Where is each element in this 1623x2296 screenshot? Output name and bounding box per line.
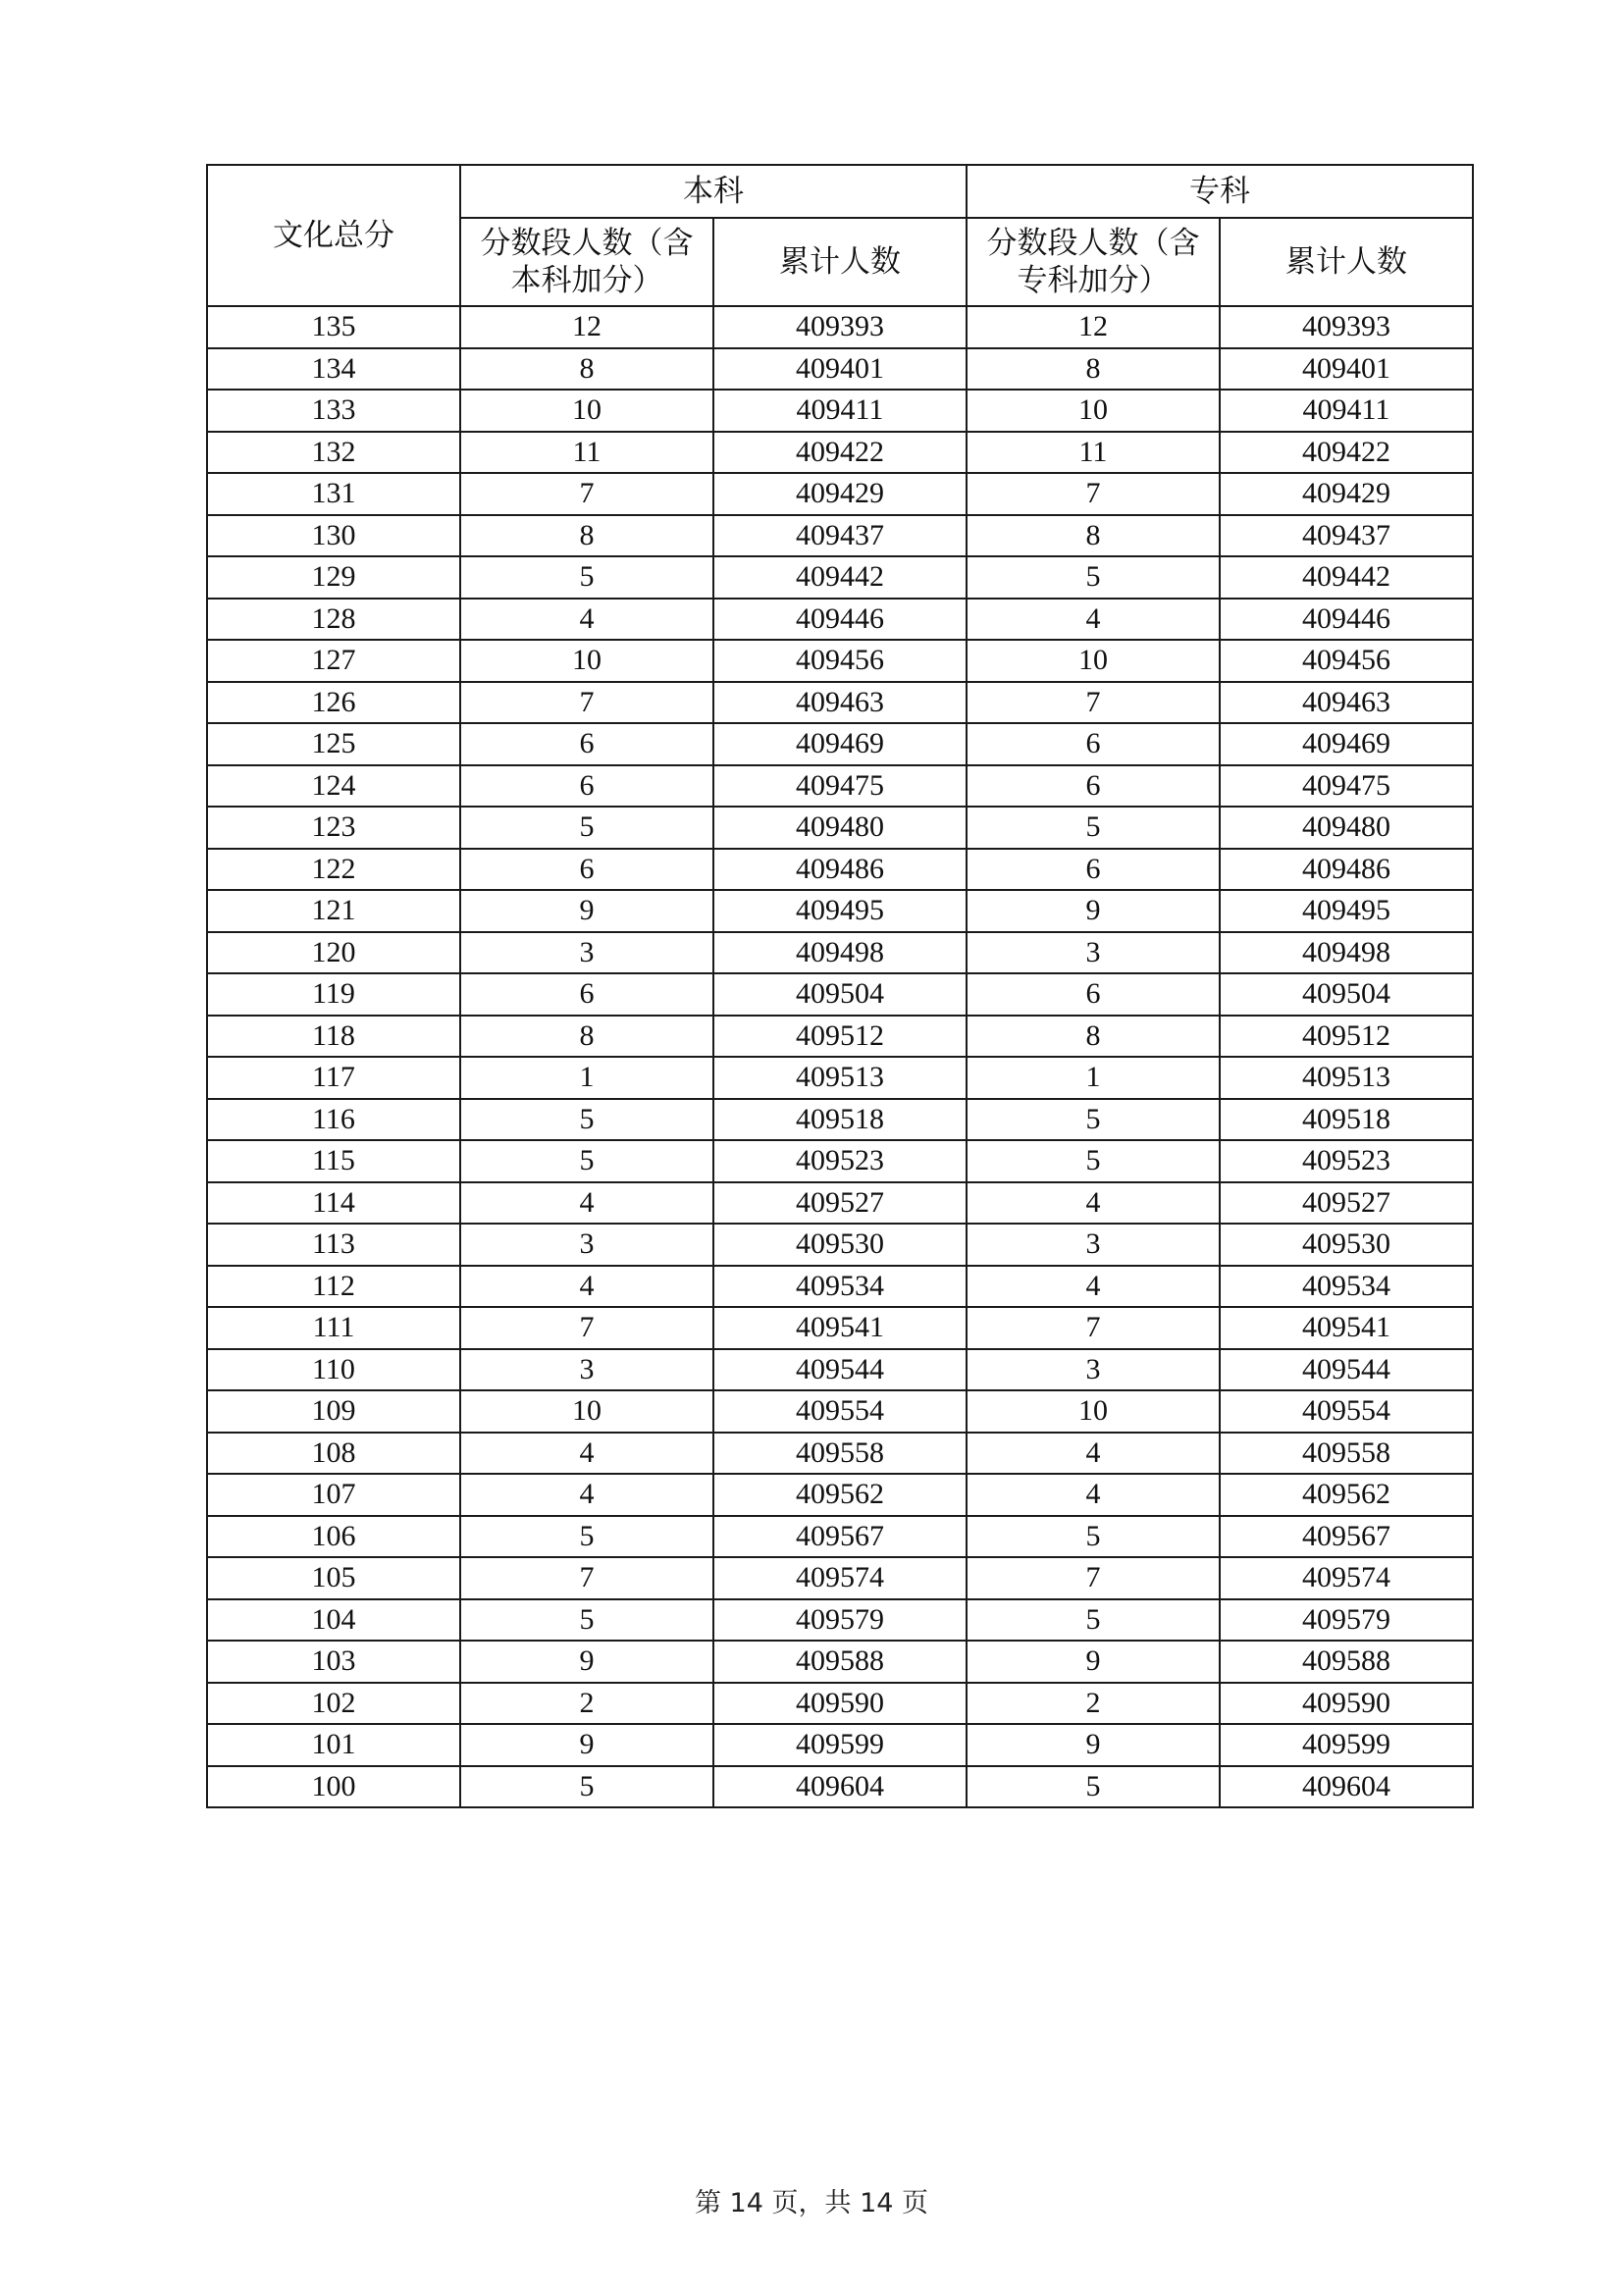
cell-undergrad-count: 4 [460,1474,713,1516]
cell-college-count: 12 [967,306,1220,348]
table-row [207,1557,1473,1599]
cell-college-cumulative: 409599 [1220,1724,1473,1766]
cell-college-count: 9 [967,1641,1220,1683]
cell-college-cumulative: 409544 [1220,1349,1473,1391]
cell-score: 121 [207,890,460,932]
cell-undergrad-cumulative: 409486 [713,849,967,891]
cell-undergrad-count: 10 [460,1390,713,1433]
score-distribution-table [206,164,1474,1808]
cell-college-count: 5 [967,556,1220,599]
cell-undergrad-cumulative: 409523 [713,1140,967,1182]
cell-undergrad-cumulative: 409590 [713,1683,967,1725]
cell-score: 123 [207,807,460,849]
cell-undergrad-count: 5 [460,1140,713,1182]
cell-undergrad-cumulative: 409604 [713,1766,967,1808]
table-row [207,306,1473,348]
table-row [207,1683,1473,1725]
cell-college-cumulative: 409469 [1220,723,1473,765]
table-row [207,1724,1473,1766]
cell-college-cumulative: 409579 [1220,1599,1473,1642]
table-row [207,765,1473,808]
cell-score: 129 [207,556,460,599]
cell-undergrad-count: 7 [460,1557,713,1599]
cell-undergrad-cumulative: 409475 [713,765,967,808]
cell-college-count: 8 [967,348,1220,391]
cell-undergrad-cumulative: 409530 [713,1224,967,1266]
cell-undergrad-count: 1 [460,1057,713,1099]
cell-college-count: 11 [967,432,1220,474]
cell-college-count: 10 [967,1390,1220,1433]
cell-undergrad-cumulative: 409541 [713,1307,967,1349]
cell-college-cumulative: 409442 [1220,556,1473,599]
cell-college-cumulative: 409463 [1220,682,1473,724]
cell-score: 107 [207,1474,460,1516]
table-row [207,348,1473,391]
cell-undergrad-cumulative: 409534 [713,1266,967,1308]
cell-score: 105 [207,1557,460,1599]
cell-undergrad-cumulative: 409456 [713,640,967,682]
cell-score: 130 [207,515,460,557]
table-row [207,1140,1473,1182]
cell-college-count: 6 [967,723,1220,765]
cell-undergrad-cumulative: 409562 [713,1474,967,1516]
cell-college-cumulative: 409518 [1220,1099,1473,1141]
cell-undergrad-cumulative: 409558 [713,1433,967,1475]
cell-college-count: 9 [967,1724,1220,1766]
table-row [207,807,1473,849]
cell-undergrad-count: 7 [460,682,713,724]
cell-undergrad-count: 11 [460,432,713,474]
cell-college-cumulative: 409574 [1220,1557,1473,1599]
cell-college-cumulative: 409495 [1220,890,1473,932]
cell-college-cumulative: 409411 [1220,390,1473,432]
cell-undergrad-count: 4 [460,1266,713,1308]
cell-undergrad-count: 3 [460,932,713,974]
cell-score: 120 [207,932,460,974]
cell-college-cumulative: 409422 [1220,432,1473,474]
cell-undergrad-count: 9 [460,890,713,932]
cell-undergrad-count: 5 [460,1099,713,1141]
table-row [207,1349,1473,1391]
cell-undergrad-cumulative: 409588 [713,1641,967,1683]
cell-undergrad-cumulative: 409544 [713,1349,967,1391]
cell-undergrad-cumulative: 409527 [713,1182,967,1225]
cell-undergrad-cumulative: 409463 [713,682,967,724]
table-row [207,1390,1473,1433]
cell-college-count: 3 [967,1224,1220,1266]
cell-undergrad-cumulative: 409437 [713,515,967,557]
cell-score: 124 [207,765,460,808]
table-row [207,1474,1473,1516]
table-row [207,1057,1473,1099]
cell-score: 102 [207,1683,460,1725]
cell-college-cumulative: 409523 [1220,1140,1473,1182]
table-row [207,1307,1473,1349]
cell-score: 117 [207,1057,460,1099]
cell-score: 119 [207,973,460,1016]
cell-undergrad-cumulative: 409567 [713,1516,967,1558]
cell-college-cumulative: 409480 [1220,807,1473,849]
table-row [207,1641,1473,1683]
cell-college-count: 3 [967,932,1220,974]
cell-undergrad-count: 6 [460,849,713,891]
cell-score: 116 [207,1099,460,1141]
cell-undergrad-cumulative: 409442 [713,556,967,599]
cell-score: 133 [207,390,460,432]
cell-score: 113 [207,1224,460,1266]
cell-college-cumulative: 409429 [1220,473,1473,515]
table-row [207,556,1473,599]
table-row [207,849,1473,891]
cell-college-cumulative: 409534 [1220,1266,1473,1308]
cell-college-count: 4 [967,1182,1220,1225]
cell-undergrad-cumulative: 409599 [713,1724,967,1766]
cell-undergrad-count: 6 [460,973,713,1016]
header-college-count: 分数段人数（含专科加分） [967,218,1220,306]
cell-college-count: 5 [967,1099,1220,1141]
table-row [207,890,1473,932]
cell-score: 111 [207,1307,460,1349]
cell-score: 103 [207,1641,460,1683]
cell-score: 125 [207,723,460,765]
cell-college-count: 4 [967,1474,1220,1516]
cell-score: 131 [207,473,460,515]
table-row [207,515,1473,557]
header-score: 文化总分 [207,165,460,306]
cell-college-count: 7 [967,1307,1220,1349]
table-row [207,1599,1473,1642]
cell-college-count: 8 [967,515,1220,557]
cell-score: 110 [207,1349,460,1391]
cell-undergrad-count: 6 [460,765,713,808]
cell-college-cumulative: 409456 [1220,640,1473,682]
cell-undergrad-count: 10 [460,640,713,682]
cell-undergrad-count: 6 [460,723,713,765]
table-row [207,1016,1473,1058]
table-row [207,723,1473,765]
cell-score: 135 [207,306,460,348]
cell-college-count: 6 [967,849,1220,891]
cell-score: 106 [207,1516,460,1558]
cell-undergrad-cumulative: 409574 [713,1557,967,1599]
cell-undergrad-cumulative: 409554 [713,1390,967,1433]
table-row [207,1099,1473,1141]
cell-undergrad-cumulative: 409518 [713,1099,967,1141]
cell-score: 101 [207,1724,460,1766]
header-college-cumulative: 累计人数 [1220,218,1473,306]
cell-score: 109 [207,1390,460,1433]
cell-college-count: 7 [967,682,1220,724]
cell-college-cumulative: 409513 [1220,1057,1473,1099]
header-undergrad-count: 分数段人数（含本科加分） [460,218,713,306]
cell-college-cumulative: 409437 [1220,515,1473,557]
cell-college-cumulative: 409567 [1220,1516,1473,1558]
cell-score: 132 [207,432,460,474]
cell-score: 108 [207,1433,460,1475]
cell-score: 127 [207,640,460,682]
table-body [207,306,1473,1807]
cell-college-count: 1 [967,1057,1220,1099]
cell-undergrad-count: 7 [460,473,713,515]
cell-undergrad-cumulative: 409498 [713,932,967,974]
cell-undergrad-count: 2 [460,1683,713,1725]
cell-college-count: 6 [967,765,1220,808]
cell-college-cumulative: 409562 [1220,1474,1473,1516]
cell-college-count: 6 [967,973,1220,1016]
cell-undergrad-cumulative: 409401 [713,348,967,391]
cell-undergrad-count: 5 [460,1766,713,1808]
cell-college-cumulative: 409486 [1220,849,1473,891]
table-row [207,473,1473,515]
cell-college-cumulative: 409604 [1220,1766,1473,1808]
cell-undergrad-cumulative: 409480 [713,807,967,849]
table-row [207,1516,1473,1558]
cell-college-count: 9 [967,890,1220,932]
cell-undergrad-cumulative: 409504 [713,973,967,1016]
page-footer: 第 14 页，共 14 页 [694,2188,929,2218]
cell-college-cumulative: 409475 [1220,765,1473,808]
table-row [207,1182,1473,1225]
table-row [207,1433,1473,1475]
cell-college-cumulative: 409541 [1220,1307,1473,1349]
cell-college-count: 5 [967,1766,1220,1808]
cell-undergrad-count: 9 [460,1724,713,1766]
cell-undergrad-count: 9 [460,1641,713,1683]
cell-score: 112 [207,1266,460,1308]
cell-college-count: 3 [967,1349,1220,1391]
cell-college-cumulative: 409558 [1220,1433,1473,1475]
cell-undergrad-count: 5 [460,1516,713,1558]
cell-college-count: 7 [967,1557,1220,1599]
cell-college-cumulative: 409393 [1220,306,1473,348]
table-row [207,932,1473,974]
cell-college-count: 7 [967,473,1220,515]
cell-score: 100 [207,1766,460,1808]
cell-score: 122 [207,849,460,891]
cell-college-count: 10 [967,640,1220,682]
cell-undergrad-count: 12 [460,306,713,348]
table-row [207,432,1473,474]
cell-college-count: 4 [967,1266,1220,1308]
header-row-top [207,165,1473,218]
cell-college-count: 2 [967,1683,1220,1725]
cell-college-cumulative: 409446 [1220,599,1473,641]
cell-undergrad-count: 7 [460,1307,713,1349]
cell-undergrad-count: 8 [460,1016,713,1058]
cell-undergrad-count: 5 [460,807,713,849]
cell-undergrad-cumulative: 409411 [713,390,967,432]
table-row [207,1224,1473,1266]
cell-undergrad-cumulative: 409469 [713,723,967,765]
table-header [207,165,1473,306]
cell-college-cumulative: 409512 [1220,1016,1473,1058]
cell-college-count: 10 [967,390,1220,432]
cell-undergrad-cumulative: 409495 [713,890,967,932]
cell-undergrad-count: 10 [460,390,713,432]
cell-score: 114 [207,1182,460,1225]
cell-undergrad-count: 4 [460,1182,713,1225]
cell-college-cumulative: 409401 [1220,348,1473,391]
header-undergrad-cumulative: 累计人数 [713,218,967,306]
cell-score: 118 [207,1016,460,1058]
table-row [207,640,1473,682]
cell-score: 104 [207,1599,460,1642]
cell-undergrad-cumulative: 409422 [713,432,967,474]
cell-college-count: 8 [967,1016,1220,1058]
cell-college-cumulative: 409498 [1220,932,1473,974]
header-college: 专科 [967,165,1473,218]
cell-college-cumulative: 409527 [1220,1182,1473,1225]
cell-college-cumulative: 409588 [1220,1641,1473,1683]
cell-undergrad-count: 5 [460,556,713,599]
table-row [207,1266,1473,1308]
cell-undergrad-cumulative: 409429 [713,473,967,515]
cell-undergrad-cumulative: 409446 [713,599,967,641]
cell-college-count: 5 [967,1516,1220,1558]
cell-undergrad-cumulative: 409512 [713,1016,967,1058]
cell-undergrad-count: 3 [460,1349,713,1391]
header-undergrad: 本科 [460,165,967,218]
table-row [207,973,1473,1016]
table-row [207,682,1473,724]
cell-score: 126 [207,682,460,724]
cell-undergrad-cumulative: 409393 [713,306,967,348]
cell-college-count: 4 [967,599,1220,641]
cell-undergrad-count: 3 [460,1224,713,1266]
cell-score: 134 [207,348,460,391]
cell-college-count: 4 [967,1433,1220,1475]
cell-college-count: 5 [967,1599,1220,1642]
cell-undergrad-cumulative: 409579 [713,1599,967,1642]
cell-college-count: 5 [967,1140,1220,1182]
table-row [207,1766,1473,1808]
cell-college-cumulative: 409590 [1220,1683,1473,1725]
table-row [207,390,1473,432]
cell-undergrad-count: 4 [460,599,713,641]
cell-undergrad-count: 8 [460,348,713,391]
cell-undergrad-count: 4 [460,1433,713,1475]
cell-undergrad-count: 8 [460,515,713,557]
cell-undergrad-cumulative: 409513 [713,1057,967,1099]
cell-score: 115 [207,1140,460,1182]
cell-college-cumulative: 409554 [1220,1390,1473,1433]
table-row [207,599,1473,641]
cell-undergrad-count: 5 [460,1599,713,1642]
cell-college-cumulative: 409504 [1220,973,1473,1016]
cell-college-count: 5 [967,807,1220,849]
cell-college-cumulative: 409530 [1220,1224,1473,1266]
cell-score: 128 [207,599,460,641]
